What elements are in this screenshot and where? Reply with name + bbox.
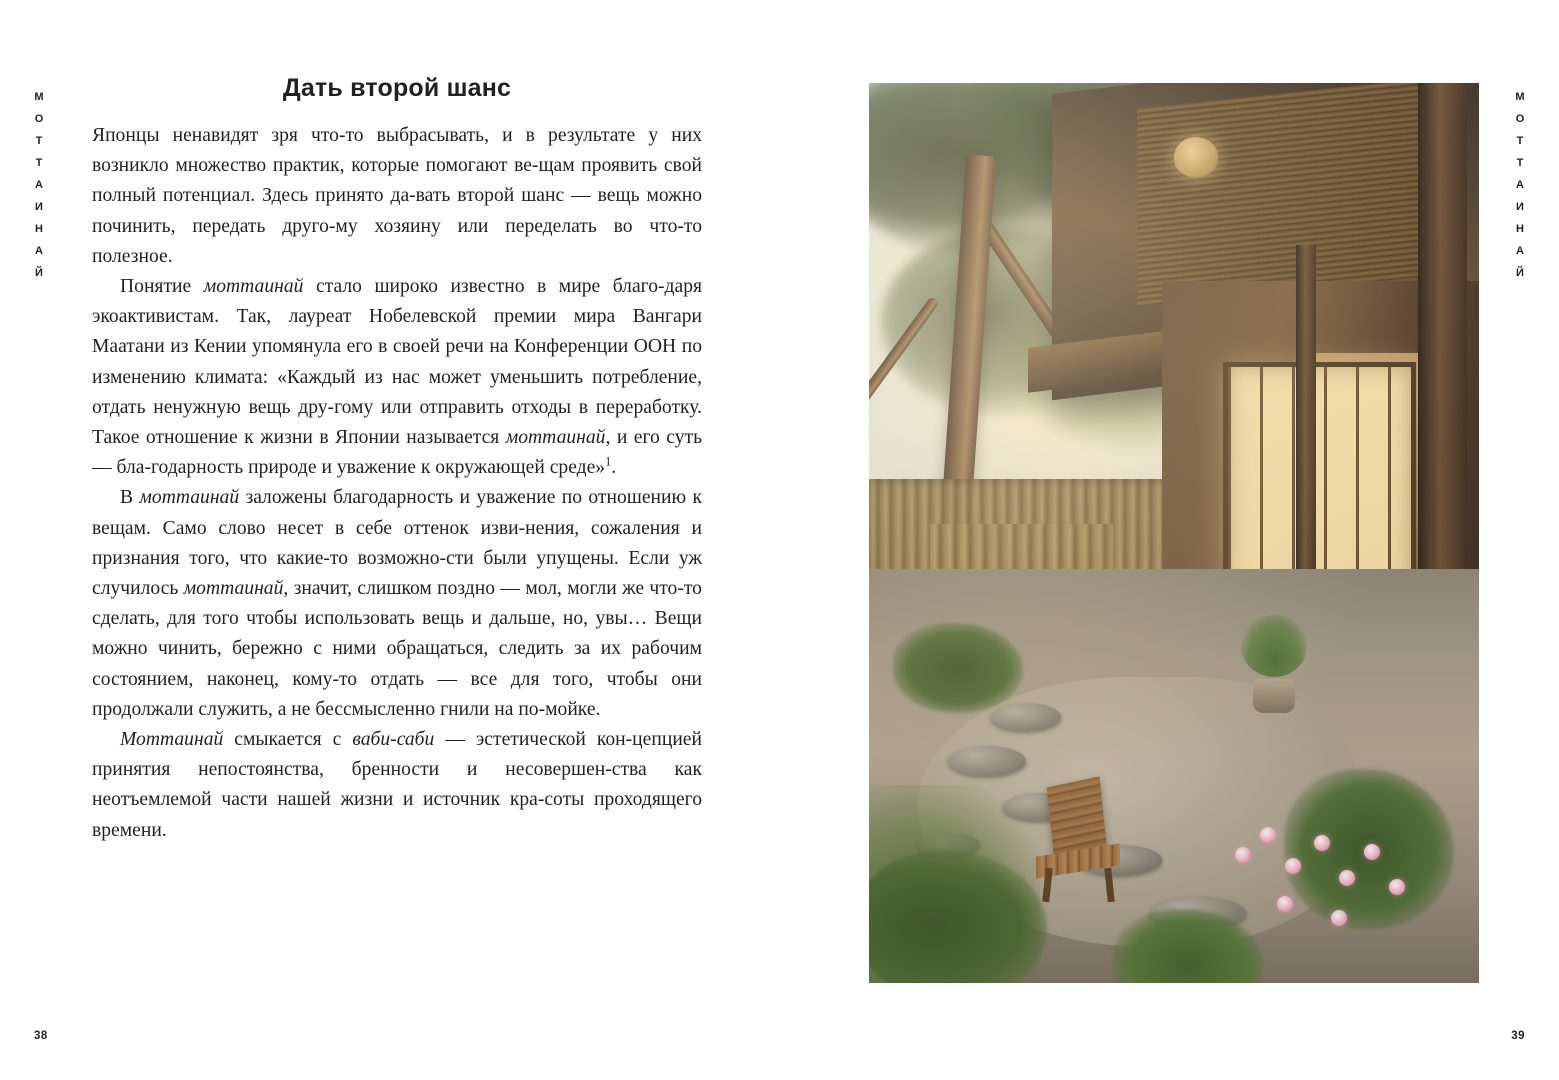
term-mottainai: моттаинай [203,276,304,298]
running-head-right [1513,86,1527,284]
running-head-char: Т [1516,157,1524,169]
photo-chair-leg [1104,868,1115,903]
paragraph-4-text-b: — эстетической кон-цепцией принятия непостоянства, бренности и несовершен-ства как неотъемлемой части нашей жизни и источник кра-соты проходящего времени. [92,729,702,841]
photo-flower [1260,827,1276,843]
running-head-left [32,86,46,284]
photo-flower [1285,858,1301,874]
running-head-char: Й [35,267,43,279]
running-head-char: О [1515,113,1525,125]
running-head-char: М [34,91,44,103]
photo-stepping-stone [948,746,1026,776]
photo-wooden-deck-chair [1034,782,1130,902]
term-mottainai: моттаинай [505,427,606,449]
photo-flower [1339,870,1355,886]
term-mottainai: моттаинай [183,578,284,600]
running-head-char: Н [1516,223,1524,235]
paragraph-2 [92,272,702,483]
paragraph-4 [92,725,702,846]
photo-flower-pot [1253,679,1295,713]
photo-stepping-stone [991,703,1061,731]
paragraph-3-text-c: , значит, слишком поздно — мол, могли же что-то сделать, для того чтобы использовать вещь и дальше, но, увы… Вещи можно чинить, бережно с ними обращаться, следить за их рабочим состоянием, наконец, кому-то отдать — все для того, чтобы они продолжали служить, а не бессмысленно гнили на по-мойке. [92,578,702,720]
body-text-column [92,74,702,846]
running-head-char: А [1516,179,1524,191]
paragraph-2-text-b: стало широко известно в мире благо-даря экоактивистам. Так, лауреат Нобелевской премии мира Вангари Маатани из Кении упомянула его в своей речи на Конференции ООН по изменению климата: «Каждый из нас может уменьшить потребление, отдать ненужную вещь дру-гому или отправить отходы в переработку. Такое отношение к жизни в Японии называется [92,276,703,449]
paragraph-1-text: Японцы ненавидят зря что-то выбрасывать, и в результате у них возникло множество практик, которые помогают ве-щам проявить свой полный потенциал. Здесь принято да-вать второй шанс — вещь можно починить, передать друго-му хозяину или переделать во что-то полезное. [92,125,702,267]
photo-frame [869,83,1479,983]
paragraph-1 [92,121,702,272]
running-head-char: И [1516,201,1524,213]
photograph-japanese-garden-house [869,83,1479,983]
photo-flower [1364,844,1380,860]
photo-potted-plant [1241,615,1307,677]
folio-right: 39 [1511,1030,1525,1042]
page-title: Дать второй шанс [282,74,512,102]
running-head-char: Т [1516,135,1524,147]
paragraph-2-text-d: . [611,457,617,479]
photo-lantern [1174,137,1218,177]
term-mottainai: Моттаинай [120,729,224,751]
paragraph-3-text-b: заложены благодарность и уважение по отношению к вещам. Само слово несет в себе оттенок изви-нения, сожаления и признания того, что какие-то возможно-сти были упущены. Если уж случилось [92,487,702,600]
paragraph-3-text-a: В [120,487,140,509]
running-head-char: Т [35,157,43,169]
running-head-char: А [35,179,43,191]
paragraph-4-text-a: смыкается с [223,729,353,751]
paragraph-2-text-c: , и его суть — бла-годарность природе и уважение к окружающей среде» [92,427,702,479]
term-mottainai: моттаинай [139,487,240,509]
running-head-char: Н [35,223,43,235]
photo-shrub [893,623,1023,713]
term-wabi-sabi: ваби-саби [352,729,435,751]
footnote-marker: 1 [605,454,612,469]
photo-flower [1331,910,1347,926]
photo-flower [1277,896,1293,912]
running-head-char: А [35,245,43,257]
running-head-char: Й [1516,267,1524,279]
photo-flower [1314,835,1330,851]
running-head-char: И [35,201,43,213]
photo-flower [1235,847,1251,863]
running-head-char: А [1516,245,1524,257]
running-head-char: О [34,113,44,125]
right-page [780,0,1559,1080]
paragraph-2-text-a: Понятие [120,276,204,298]
running-head-char: Т [35,135,43,147]
photo-flower [1389,879,1405,895]
running-head-char: М [1515,91,1525,103]
folio-left: 38 [34,1030,48,1042]
paragraph-3 [92,483,702,725]
photo-flower-cluster [1223,821,1430,965]
